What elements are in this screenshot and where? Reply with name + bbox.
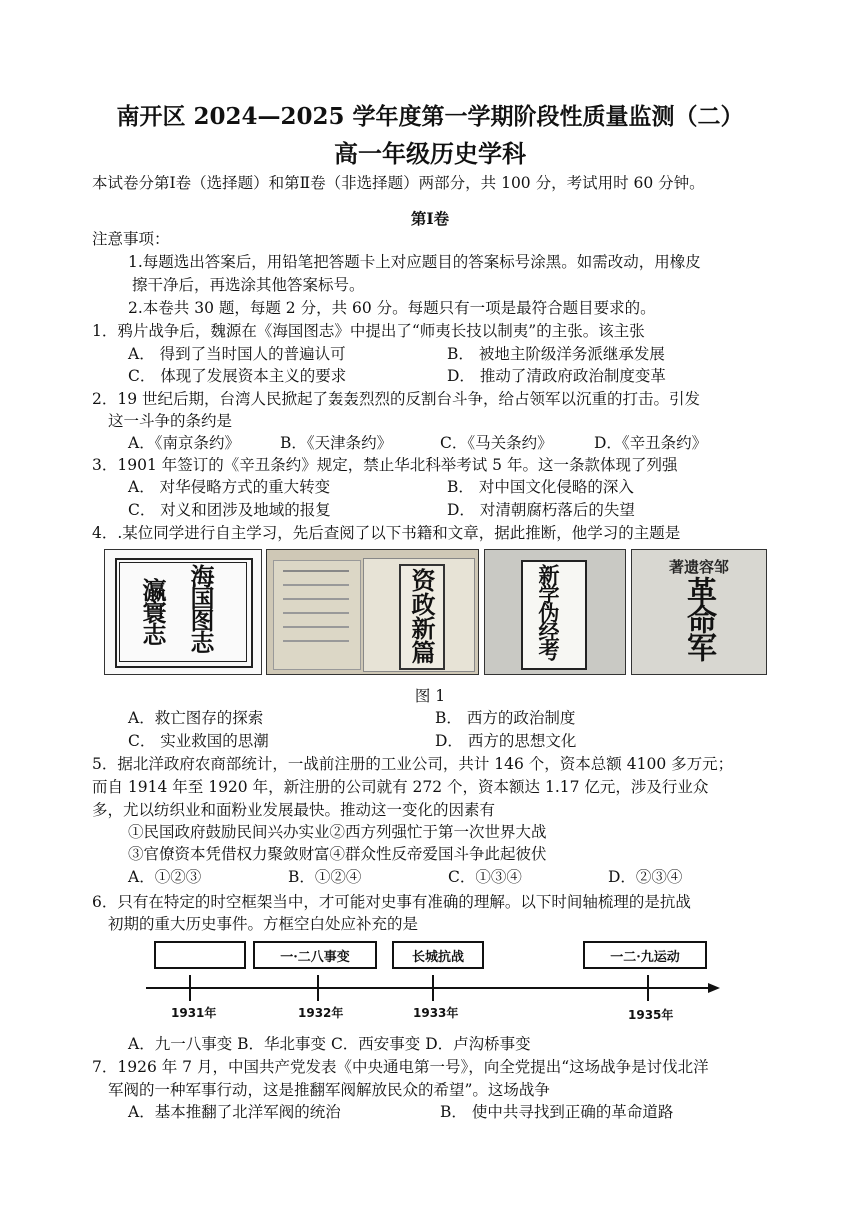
q4-option-c: C． 实业救国的思潮 [128,732,269,750]
q1-option-a: A． 得到了当时国人的普遍认可 [128,345,346,363]
q1-option-d: D． 推动了清政府政治制度变革 [447,367,666,385]
q3-stem: 3．1901 年签订的《辛丑条约》规定，禁止华北科举考试 5 年。这一条款体现了列强 [92,456,678,474]
timeline-box-great-wall-resistance: 长城抗战 [392,941,484,969]
q7-stem: 7．1926 年 7 月，中国共产党发表《中央通电第一号》，向全党提出“这场战争是讨伐北洋 [92,1058,709,1076]
q2-option-c: C．《马关条约》 [440,434,553,452]
q1-option-b: B． 被地主阶级洋务派继承发展 [447,345,665,363]
figure-caption: 图 1 [414,687,446,705]
q1-stem: 1．鸦片战争后，魏源在《海国图志》中提出了“师夷长技以制夷”的主张。该主张 [92,322,645,340]
q3-option-d: D． 对清朝腐朽落后的失望 [447,501,635,519]
q5-items-2: ③官僚资本凭借权力聚敛财富④群众性反帝爱国斗争此起彼伏 [128,845,547,863]
q5-option-c: C．①③④ [448,868,522,886]
q5-stem-line3: 多，尤以纺织业和面粉业发展最快。推动这一变化的因素有 [92,801,496,819]
book-image-zizheng-xinpian [266,549,479,675]
q5-option-b: B．①②④ [288,868,362,886]
book-title-yinghuan: 瀛寰志 [138,578,167,644]
q4-option-d: D． 西方的思想文化 [435,732,577,750]
book-title-haiguo-tuzhi: 海国图志 [186,564,215,652]
q2-stem: 2．19 世纪后期，台湾人民掀起了轰轰烈烈的反割台斗争，给占领军以沉重的打击。引发 [92,390,701,408]
q5-stem: 5．据北洋政府农商部统计，一战前注册的工业公司，共计 146 个，资本总额 4100 多万元； [92,755,734,773]
timeline-blank-box [154,941,246,969]
q4-stem: 4．.某位同学进行自主学习，先后查阅了以下书籍和文章，据此推断，他学习的主题是 [92,524,681,542]
exam-title: 南开区 2024—2025 学年度第一学期阶段性质量监测（二） [116,103,744,130]
exam-intro: 本试卷分第Ⅰ卷（选择题）和第Ⅱ卷（非选择题）两部分，共 100 分，考试用时 60 分钟。 [92,174,705,192]
q3-option-c: C． 对义和团涉及地域的报复 [128,501,331,519]
book-image-haiguo-tuzhi [104,549,262,675]
timeline-year-1933: 1933年 [413,1006,459,1020]
q2-stem-continued: 这一斗争的条约是 [108,412,233,430]
q5-option-a: A．①②③ [128,868,202,886]
q4-option-b: B． 西方的政治制度 [435,709,576,727]
q2-option-d: D．《辛丑条约》 [594,434,708,452]
timeline-box-129-movement: 一二·九运动 [583,941,707,969]
q7-option-a: A．基本推翻了北洋军阀的统治 [128,1103,341,1121]
note-1: 1.每题选出答案后，用铅笔把答题卡上对应题目的答案标号涂黑。如需改动，用橡皮 [128,253,701,271]
q7-option-b: B． 使中共寻找到正确的革命道路 [440,1103,674,1121]
book-header-zou-rong: 著遗容邹 [668,558,729,576]
timeline-year-1931: 1931年 [171,1006,217,1020]
book-title-xinxue-weijing-kao: 新学伪经考 [536,564,561,659]
book-image-xinxue-weijing-kao [484,549,626,675]
book-image-geming-jun [631,549,767,675]
q5-option-d: D．②③④ [608,868,683,886]
notes-heading: 注意事项： [92,230,170,248]
section-heading: 第Ⅰ卷 [410,209,450,228]
timeline-year-1935: 1935年 [628,1008,674,1022]
q5-stem-line2: 而自 1914 年至 1920 年，新注册的公司就有 272 个，资本额达 1.17 亿元，涉及行业众 [92,778,709,796]
q4-option-a: A．救亡图存的探索 [128,709,264,727]
q6-stem: 6．只有在特定的时空框架当中，才可能对史事有准确的理解。以下时间轴梳理的是抗战 [92,893,691,911]
timeline-year-1932: 1932年 [298,1006,344,1020]
q2-option-b: B．《天津条约》 [280,434,393,452]
q2-option-a: A．《南京条约》 [128,434,240,452]
q1-option-c: C． 体现了发展资本主义的要求 [128,367,347,385]
q6-options: A．九一八事变 B．华北事变 C．西安事变 D．卢沟桥事变 [128,1035,531,1053]
q3-option-a: A． 对华侵略方式的重大转变 [128,478,331,496]
book-title-zizheng-xinpian: 资政新篇 [407,568,436,664]
q7-stem-continued: 军阀的一种军事行动，这是推翻军阀解放民众的希望”。这场战争 [108,1081,550,1099]
exam-subtitle: 高一年级历史学科 [334,139,526,168]
q5-items-1: ①民国政府鼓励民间兴办实业②西方列强忙于第一次世界大战 [128,823,547,841]
q6-stem-continued: 初期的重大历史事件。方框空白处应补充的是 [108,915,419,933]
q3-option-b: B． 对中国文化侵略的深入 [447,478,634,496]
note-2: 2.本卷共 30 题，每题 2 分，共 60 分。每题只有一项是最符合题目要求的。 [128,299,656,317]
book-title-geming-jun: 革命军 [681,576,716,660]
timeline-axis [140,975,730,1005]
timeline-box-128-incident: 一·二八事变 [253,941,377,969]
note-1-continued: 擦干净后，再选涂其他答案标号。 [132,276,365,294]
